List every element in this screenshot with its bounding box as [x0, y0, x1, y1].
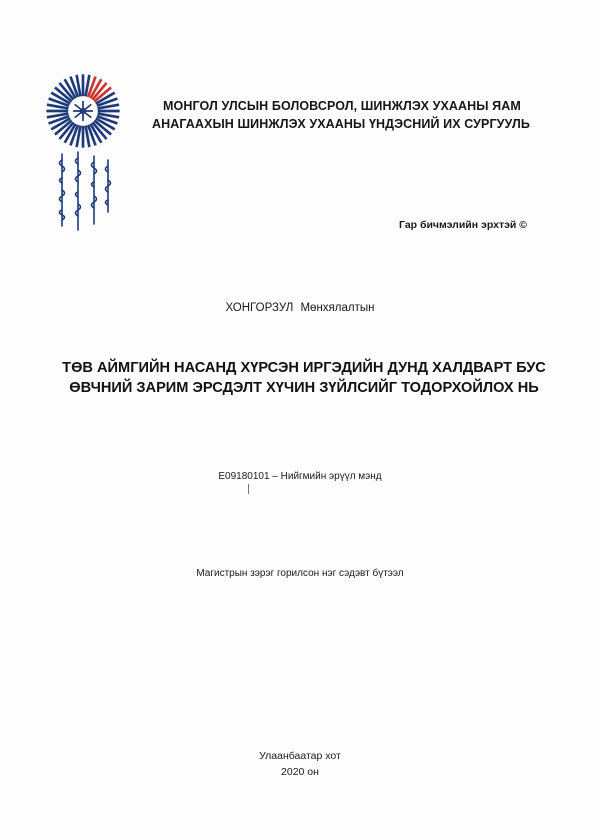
university-emblem-icon	[44, 72, 122, 150]
mongolian-script-icon	[48, 150, 118, 232]
author-name: ХОНГОРЗУЛ Мөнхялалтын	[225, 302, 375, 314]
degree-statement: Магистрын зэрэг горилсон нэг сэдэвт бүтээл	[196, 568, 404, 579]
publication-year: 2020 он	[281, 766, 319, 778]
ministry-name: МОНГОЛ УЛСЫН БОЛОВСРОЛ, ШИНЖЛЭХ УХААНЫ ЯАМ	[163, 99, 521, 113]
university-name: АНАГААХЫН ШИНЖЛЭХ УХААНЫ ҮНДЭСНИЙ ИХ СУРГУУЛЬ	[152, 117, 530, 131]
copyright-notice: Гар бичмэлийн эрхтэй ©	[399, 219, 527, 231]
thesis-title-line-1: ТӨВ АЙМГИЙН НАСАНД ХҮРСЭН ИРГЭДИЙН ДУНД ХАЛДВАРТ БУС	[62, 360, 546, 376]
pen-mark	[248, 484, 249, 494]
thesis-title-line-2: ӨВЧНИЙ ЗАРИМ ЭРСДЭЛТ ХҮЧИН ЗҮЙЛСИЙГ ТОДОРХОЙЛОХ НЬ	[69, 380, 539, 396]
specialty-code: E09180101 – Нийгмийн эрүүл мэнд	[218, 471, 382, 482]
place-of-publication: Улаанбаатар хот	[259, 750, 341, 762]
